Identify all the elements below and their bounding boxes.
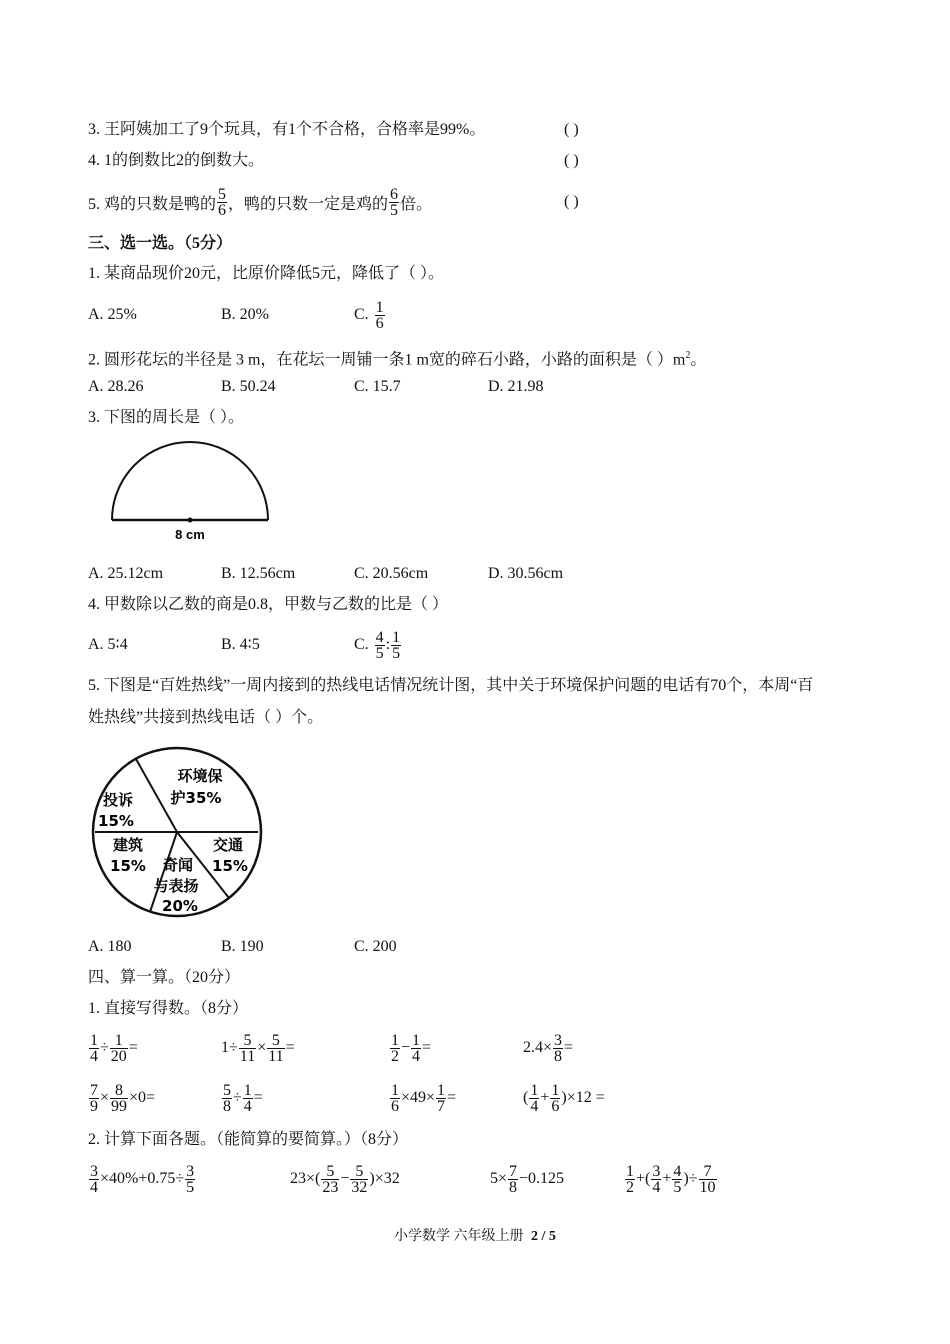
s3-q3-option-a[interactable]: A. 25.12cm: [88, 565, 164, 582]
judge-q5-text-b: ，鸭的只数一定是鸡的: [228, 195, 389, 213]
s3-q1-option-c[interactable]: [354, 293, 386, 337]
s3-q5-line2: 姓热线”共接到热线电话（ ）个。: [88, 709, 324, 726]
judge-q5-text-c: 倍。: [400, 195, 433, 213]
fraction: $\frac{5}{6}$: [218, 185, 227, 219]
center-dot: [188, 518, 193, 523]
operator: −: [401, 1039, 411, 1056]
section4-title: 四、算一算。（20分）: [88, 969, 241, 986]
equals: =: [253, 1089, 263, 1106]
option-label: C.: [354, 306, 369, 323]
suffix: )×32: [369, 1170, 400, 1187]
prefix: 2.4×: [523, 1039, 553, 1056]
fraction: $\frac{1}{4}$: [530, 1081, 539, 1115]
fraction: $\frac{5}{11}$: [268, 1031, 284, 1065]
fraction: $\frac{4}{5}$: [375, 628, 384, 662]
operator: ÷: [100, 1039, 109, 1056]
pie-label-construction-pct: 15%: [110, 857, 146, 875]
prefix: 5×: [490, 1170, 508, 1187]
expr-1: [88, 1026, 138, 1070]
pie-label-complaint-pct: 15%: [98, 812, 134, 830]
pie-label-environment: 环境保: [177, 767, 223, 785]
pie-label-construction: 建筑: [112, 836, 144, 854]
fraction: $\frac{3}{4}$: [90, 1162, 98, 1196]
semicircle-figure: [100, 440, 280, 545]
fraction: $\frac{7}{8}$: [509, 1162, 518, 1196]
pie-label-traffic-pct: 15%: [212, 857, 248, 875]
fraction: $\frac{1}{6}$: [551, 1081, 560, 1115]
fraction: $\frac{1}{4}$: [90, 1031, 98, 1065]
judge-q5-text-a: 5. 鸡的只数是鸭的: [88, 195, 217, 213]
fraction: $\frac{1}{6}$: [375, 298, 384, 332]
fraction: $\frac{5}{32}$: [351, 1162, 368, 1196]
fraction: $\frac{5}{23}$: [322, 1162, 339, 1196]
superscript: 2: [685, 350, 691, 361]
s3-q2-end: 。: [690, 351, 707, 369]
s3-q2: [88, 346, 706, 370]
judge-q5-answer-paren[interactable]: ( ): [564, 193, 579, 210]
pie-label-news-pct: 20%: [162, 897, 198, 915]
s3-q5-option-a[interactable]: A. 180: [88, 938, 132, 955]
prefix: 23×(: [290, 1170, 321, 1187]
middle: +(: [636, 1170, 651, 1187]
fraction: $\frac{1}{4}$: [243, 1081, 252, 1115]
fraction: $\frac{3}{4}$: [652, 1162, 661, 1196]
fraction: $\frac{5}{8}$: [223, 1081, 231, 1115]
pie-label-complaint: 投诉: [102, 791, 134, 809]
prefix: 1÷: [221, 1039, 238, 1056]
pie-label-traffic: 交通: [212, 836, 244, 854]
pie-label-environment-pct: 护35%: [170, 789, 222, 807]
fraction: $\frac{8}{99}$: [111, 1081, 128, 1115]
suffix: −0.125: [519, 1170, 565, 1187]
expr-8: [523, 1076, 605, 1120]
operator: ÷: [233, 1089, 242, 1106]
calc-3: [490, 1157, 564, 1201]
s3-q1-option-b[interactable]: B. 20%: [221, 306, 269, 323]
calc-4: [624, 1157, 718, 1201]
fraction: $\frac{1}{5}$: [392, 628, 401, 662]
judge-q3: 3. 王阿姨加工了9个玩具，有1个不合格，合格率是99%。: [88, 121, 486, 138]
operator: ×: [100, 1089, 110, 1106]
fraction: $\frac{1}{4}$: [412, 1031, 421, 1065]
s3-q5-option-b[interactable]: B. 190: [221, 938, 264, 955]
middle: ×40%+0.75÷: [100, 1170, 185, 1187]
equals: =: [447, 1089, 457, 1106]
option-label: C.: [354, 636, 369, 653]
s3-q2-option-c[interactable]: C. 15.7: [354, 378, 401, 395]
s4-sub1: 1. 直接写得数。（8分）: [88, 1000, 249, 1017]
pie-label-news-2: 与表扬: [153, 877, 199, 895]
expr-6: [221, 1076, 263, 1120]
s3-q2-option-d[interactable]: D. 21.98: [488, 378, 544, 395]
fraction: $\frac{1}{7}$: [437, 1081, 446, 1115]
judge-q4: 4. 1的倒数比2的倒数大。: [88, 152, 265, 169]
fraction: $\frac{7}{9}$: [90, 1081, 98, 1115]
s3-q2-text: 2. 圆形花坛的半径是 3 m，在花坛一周铺一条1 m宽的碎石小路，小路的面积是（ ）m: [88, 351, 686, 369]
s3-q2-option-b[interactable]: B. 50.24: [221, 378, 276, 395]
footer-text: 小学数学 六年级上册: [394, 1229, 524, 1244]
fraction: $\frac{3}{5}$: [186, 1162, 195, 1196]
s3-q4-option-a[interactable]: A. 5∶4: [88, 636, 128, 653]
s3-q3-option-b[interactable]: B. 12.56cm: [221, 565, 296, 582]
fraction: $\frac{1}{20}$: [110, 1031, 127, 1065]
operator: +: [540, 1089, 550, 1106]
fraction: $\frac{5}{11}$: [239, 1031, 256, 1065]
equals: =: [285, 1039, 295, 1056]
expr-7: [389, 1076, 456, 1120]
middle: ×49×: [401, 1089, 436, 1106]
operator: ×: [257, 1039, 267, 1056]
page-number: 2 / 5: [531, 1229, 556, 1244]
fraction: $\frac{1}{2}$: [626, 1162, 634, 1196]
fraction: $\frac{6}{5}$: [390, 185, 399, 219]
operator: +: [662, 1170, 672, 1187]
judge-q3-answer-paren[interactable]: ( ): [564, 121, 579, 138]
fraction: $\frac{3}{8}$: [554, 1031, 563, 1065]
s3-q1: 1. 某商品现价20元，比原价降低5元，降低了（ ）。: [88, 265, 445, 282]
equals: =: [128, 1039, 138, 1056]
s3-q5-line1: 5. 下图是“百姓热线”一周内接到的热线电话情况统计图，其中关于环境保护问题的电话有70个，本周“百: [88, 677, 814, 694]
fraction: $\frac{4}{5}$: [673, 1162, 682, 1196]
s4-sub2: 2. 计算下面各题。（能简算的要简算。）（8分）: [88, 1131, 409, 1148]
s3-q3-option-c[interactable]: C. 20.56cm: [354, 565, 429, 582]
s3-q2-option-a[interactable]: A. 28.26: [88, 378, 144, 395]
diameter-label: 8 cm: [175, 527, 205, 542]
pie-label-news: 奇闻: [162, 856, 194, 874]
suffix: ×0=: [129, 1089, 156, 1106]
fraction: $\frac{7}{10}$: [699, 1162, 716, 1196]
expr-2: [221, 1026, 295, 1070]
fraction: $\frac{1}{6}$: [391, 1081, 399, 1115]
s3-q4-option-b[interactable]: B. 4∶5: [221, 636, 260, 653]
fraction: $\frac{1}{2}$: [391, 1031, 399, 1065]
equals: =: [422, 1039, 432, 1056]
middle: )÷: [683, 1170, 698, 1187]
suffix: )×12 =: [561, 1089, 605, 1106]
expr-3: [389, 1026, 431, 1070]
calc-2: [290, 1157, 400, 1201]
semicircle-arc: [112, 442, 268, 520]
s3-q1-option-a[interactable]: A. 25%: [88, 306, 137, 323]
section3-title: 三、选一选。（5分）: [88, 235, 233, 252]
expr-4: [523, 1026, 573, 1070]
expr-5: [88, 1076, 155, 1120]
judge-q4-answer-paren[interactable]: ( ): [564, 152, 579, 169]
calc-1: [88, 1157, 196, 1201]
page-footer: [394, 1227, 556, 1247]
pie-chart: [90, 745, 265, 920]
s3-q5-option-c[interactable]: C. 200: [354, 938, 397, 955]
s3-q4-option-c[interactable]: [354, 623, 402, 667]
prefix: (: [523, 1089, 529, 1106]
s3-q3-option-d[interactable]: D. 30.56cm: [488, 565, 564, 582]
operator: −: [340, 1170, 350, 1187]
judge-q5: [88, 180, 432, 224]
s3-q3: 3. 下图的周长是（ ）。: [88, 409, 245, 426]
equals: =: [564, 1039, 574, 1056]
ratio-colon: :: [385, 636, 391, 653]
s3-q4: 4. 甲数除以乙数的商是0.8，甲数与乙数的比是（ ）: [88, 596, 449, 613]
